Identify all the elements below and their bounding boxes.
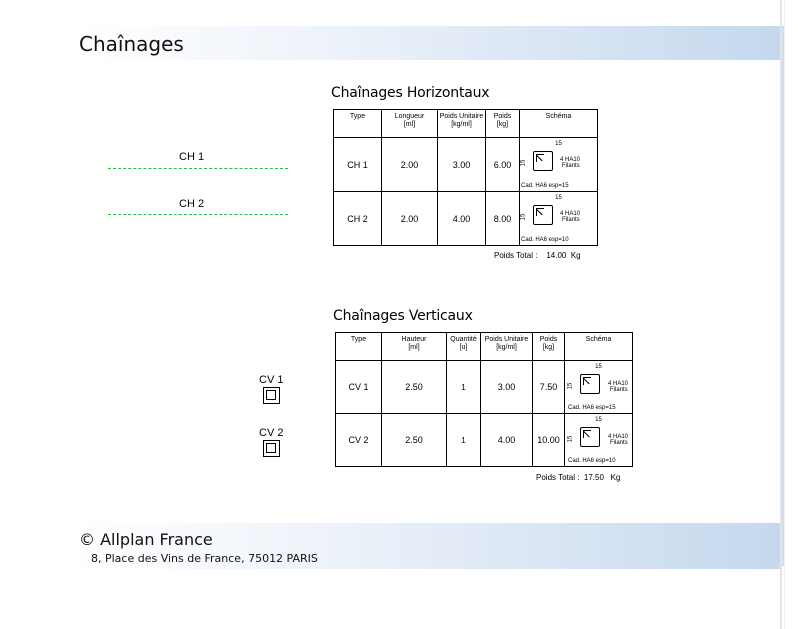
stirrup-icon — [533, 205, 553, 225]
cell-quantity: 1 — [447, 361, 481, 414]
header-type: Type — [334, 110, 382, 138]
header-length: Longueur [ml] — [382, 110, 438, 138]
rebar-schema — [520, 192, 597, 245]
bars-note-2: Filants — [562, 217, 580, 223]
address: 8, Place des Vins de France, 75012 PARIS — [91, 552, 318, 565]
header-height: Hauteur [ml] — [382, 333, 447, 361]
dim-left: 15 — [520, 213, 527, 221]
bars-note: 4 HA10 — [560, 211, 581, 217]
cell-height: 2.50 — [382, 414, 447, 467]
plan-label-cv1: CV 1 — [259, 374, 284, 386]
plan-label-ch2: CH 2 — [179, 198, 205, 210]
cell-height: 2.50 — [382, 361, 447, 414]
dim-left: 15 — [567, 382, 574, 390]
horizontal-table — [333, 109, 598, 246]
dim-top: 15 — [595, 364, 602, 370]
cell-unit-weight: 3.00 — [438, 138, 486, 192]
cell-unit-weight: 4.00 — [481, 414, 533, 467]
total-unit: Kg — [570, 251, 581, 260]
cell-weight: 10.00 — [533, 414, 565, 467]
column-symbol-icon — [263, 387, 280, 404]
header-type: Type — [336, 333, 382, 361]
dim-top: 15 — [555, 195, 562, 201]
total-unit: Kg — [610, 473, 621, 482]
header-unit-weight: Poids Unitaire [kg/ml] — [481, 333, 533, 361]
table-row — [334, 138, 598, 192]
cell-weight: 7.50 — [533, 361, 565, 414]
stirrup-note: Cad. HA6 esp=15 — [521, 183, 569, 189]
plan-line-ch1 — [108, 168, 288, 169]
table-row — [336, 361, 633, 414]
plan-label-cv2: CV 2 — [259, 427, 284, 439]
cell-length: 2.00 — [382, 138, 438, 192]
page-edge-shadow — [784, 0, 785, 629]
total-label: Poids Total : — [536, 473, 580, 482]
cell-weight: 6.00 — [486, 138, 520, 192]
header-quantity: Quantité [u] — [447, 333, 481, 361]
stirrup-icon — [533, 151, 553, 171]
stirrup-note: Cad. HA6 esp=15 — [568, 405, 616, 411]
header-schema: Schéma — [565, 333, 633, 361]
stirrup-icon — [580, 374, 600, 394]
rebar-schema — [520, 138, 597, 191]
total-value: 17.50 — [583, 473, 604, 482]
plan-line-ch2 — [108, 214, 288, 215]
vertical-section-title: Chaînages Verticaux — [333, 308, 473, 324]
cell-quantity: 1 — [447, 414, 481, 467]
cell-length: 2.00 — [382, 192, 438, 246]
plan-label-ch1: CH 1 — [179, 151, 205, 163]
stirrup-icon — [580, 427, 600, 447]
cell-weight: 8.00 — [486, 192, 520, 246]
copyright: © Allplan France — [79, 530, 213, 549]
cell-type: CV 1 — [336, 361, 382, 414]
cell-type: CV 2 — [336, 414, 382, 467]
table-row — [336, 414, 633, 467]
bars-note: 4 HA10 — [608, 381, 629, 387]
header-schema: Schéma — [520, 110, 598, 138]
bars-note: 4 HA10 — [608, 434, 629, 440]
header-weight: Poids [kg] — [533, 333, 565, 361]
page-edge-accent — [782, 26, 784, 566]
vertical-total — [536, 473, 620, 482]
total-label: Poids Total : — [494, 251, 538, 260]
dim-left: 15 — [567, 435, 574, 443]
bars-note-2: Filants — [562, 163, 580, 169]
dim-left: 15 — [520, 159, 527, 167]
dim-top: 15 — [555, 141, 562, 147]
vertical-table — [335, 332, 633, 467]
bars-note-2: Filants — [610, 440, 628, 446]
cell-schema — [520, 192, 598, 246]
cell-schema — [565, 414, 633, 467]
horizontal-total — [494, 251, 581, 260]
rebar-schema — [565, 361, 632, 413]
bars-note: 4 HA10 — [560, 157, 581, 163]
cell-unit-weight: 4.00 — [438, 192, 486, 246]
header-unit-weight: Poids Unitaire [kg/ml] — [438, 110, 486, 138]
column-symbol-icon — [263, 440, 280, 457]
cell-schema — [565, 361, 633, 414]
cell-schema — [520, 138, 598, 192]
stirrup-note: Cad. HA6 esp=10 — [568, 458, 616, 464]
dim-top: 15 — [595, 417, 602, 423]
page-title: Chaînages — [79, 32, 184, 56]
rebar-schema — [565, 414, 632, 466]
table-row — [334, 192, 598, 246]
total-value: 14.00 — [546, 251, 567, 260]
horizontal-section-title: Chaînages Horizontaux — [331, 85, 490, 101]
stirrup-note: Cad. HA6 esp=10 — [521, 237, 569, 243]
cell-type: CH 2 — [334, 192, 382, 246]
bars-note-2: Filants — [610, 387, 628, 393]
cell-type: CH 1 — [334, 138, 382, 192]
header-weight: Poids [kg] — [486, 110, 520, 138]
cell-unit-weight: 3.00 — [481, 361, 533, 414]
